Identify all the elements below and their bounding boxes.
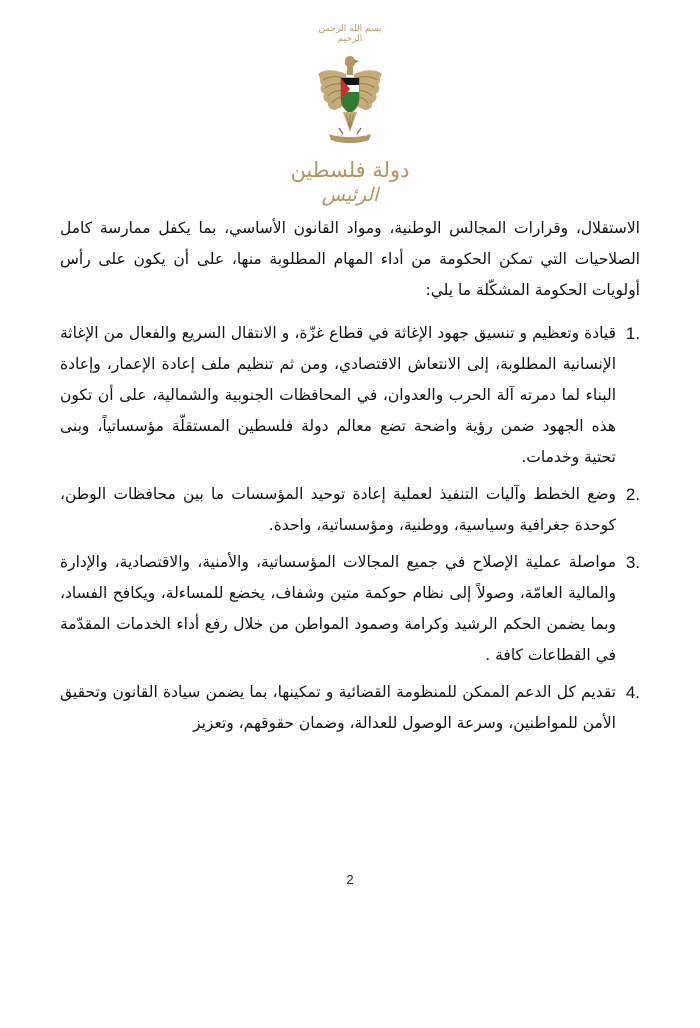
page-number: 2 — [346, 872, 354, 887]
letterhead — [270, 18, 430, 208]
intro-paragraph: الاستقلال، وقرارات المجالس الوطنية، ومواد القانون الأساسي، بما يكفل ممارسة كامل الصلاحيات التي تمكن الحكومة من أداء المهام المطلوبة منها، على أن يكون على رأس أولويات الحكومة المشكّلة ما يلي: — [60, 219, 640, 299]
item-text: وضع الخطط وآليات التنفيذ لعملية إعادة توحيد المؤسسات ما بين محافظات الوطن، كوحدة جغرافية وسياسية، ووطنية، ومؤسساتية، واحدة. — [60, 485, 616, 534]
document-body — [60, 213, 640, 745]
office-title: الرئيس — [321, 184, 379, 206]
list-item — [60, 547, 640, 671]
item-text: قيادة وتعظيم و تنسيق جهود الإغاثة في قطاع غزّة، و الانتقال السريع والفعال من الإغاثة الإنسانية المطلوبة، إلى الانتعاش الاقتصادي، ومن ثم تنظيم ملف إعادة الإعمار، وإعادة البناء لما دمرته آلة الحرب والعدوان، في المحافظات الجنوبية والشمالية، على أن تكون هذه الجهود ضمن رؤية واضحة تضع معالم دولة فلسطين المستقلّة مؤسساتياً، وبنى تحتية وخدمات. — [60, 324, 616, 466]
palestine-eagle-emblem-icon — [315, 48, 385, 158]
item-number: 3. — [625, 553, 640, 572]
item-text: تقديم كل الدعم الممكن للمنظومة القضائية و تمكينها، بما يضمن سيادة القانون وتحقيق الأمن للمواطنين، وسرعة الوصول للعدالة، وضمان حقوقهم، وتعزيز — [60, 683, 616, 732]
basmala: بسم الله الرحمن الرحيم — [318, 24, 382, 44]
item-number: 2. — [625, 485, 640, 504]
item-number: 4. — [625, 683, 640, 702]
item-text: مواصلة عملية الإصلاح في جميع المجالات المؤسساتية، والأمنية، والاقتصادية، والإدارة والمالية العامّة، وصولاً إلى نظام حوكمة متين وشفاف، يخضع للمساءلة، ويكافح الفساد، وبما يضمن الحكم الرشيد وكرامة وصمود المواطن من خلال رفع أداء الخدمات المقدّمة في القطاعات كافة . — [60, 553, 616, 664]
list-item — [60, 677, 640, 739]
state-name: دولة فلسطين — [290, 158, 410, 182]
list-item — [60, 318, 640, 473]
priorities-list — [60, 318, 640, 739]
list-item — [60, 479, 640, 541]
item-number: 1. — [625, 324, 640, 343]
